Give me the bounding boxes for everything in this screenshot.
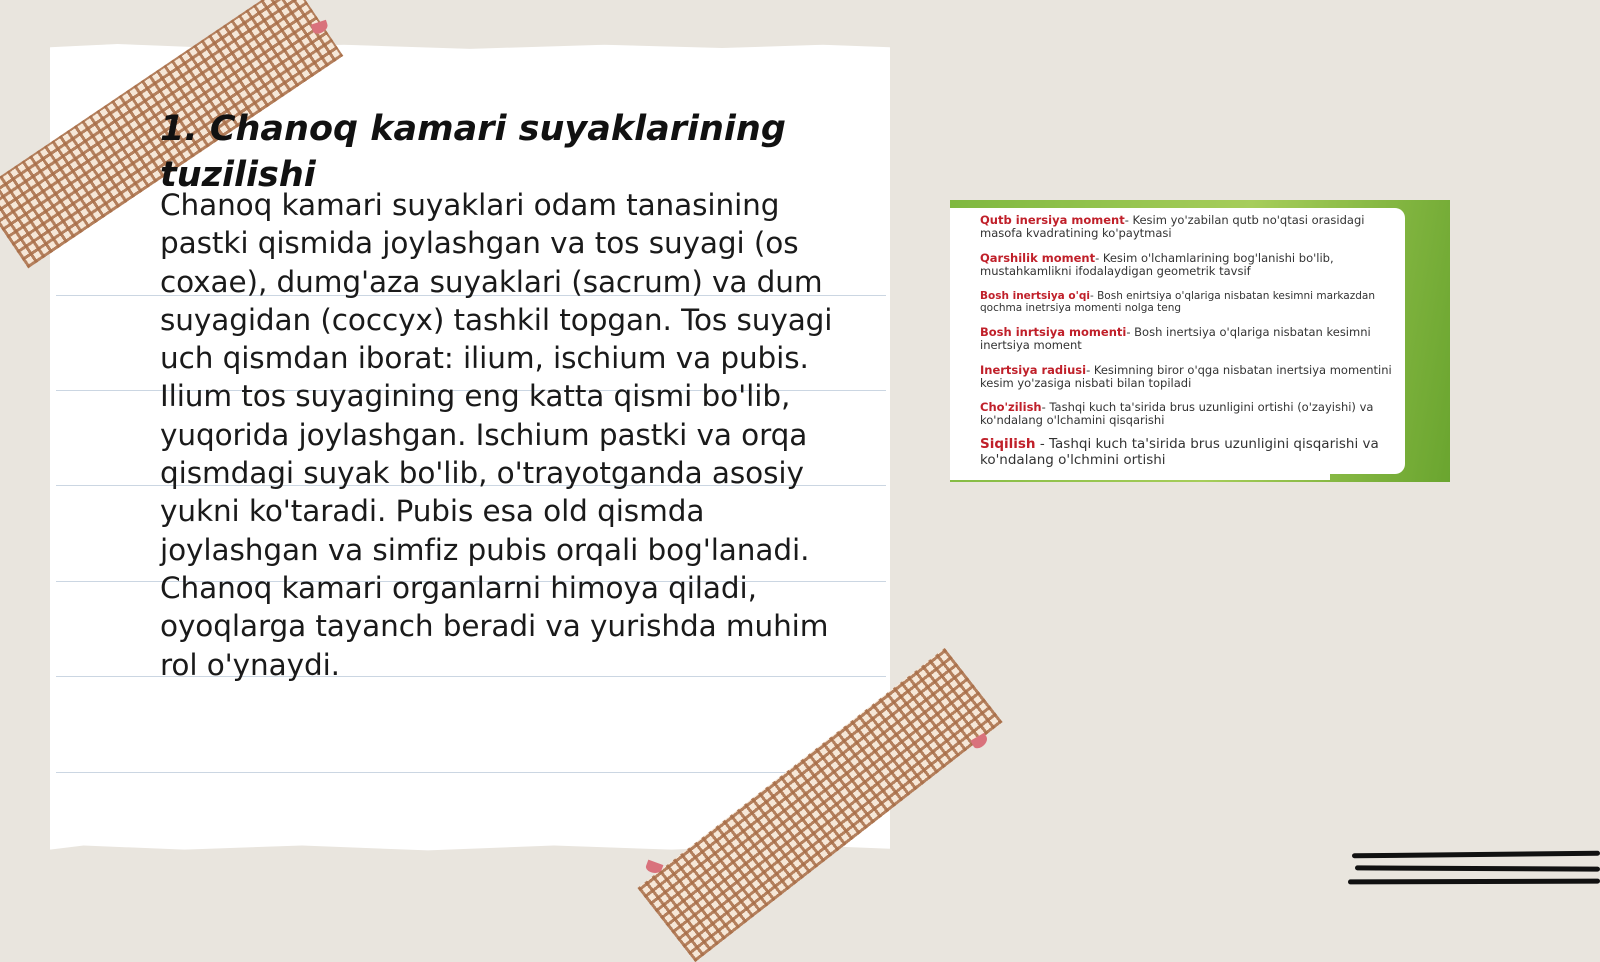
definition-item [980, 401, 1405, 427]
brush-stroke [1352, 851, 1600, 859]
definition-term: Cho'zilish [980, 400, 1042, 414]
definitions-panel [950, 208, 1405, 474]
brush-stroke [1348, 879, 1600, 885]
definition-desc: - Kesim yo'zabilan qutb no'qtasi orasidagi masofa kvadratining ko'paytmasi [980, 213, 1365, 240]
definition-term: Qutb inersiya moment [980, 213, 1125, 227]
definition-item [980, 436, 1405, 468]
definition-desc: - Kesimning biror o'qga nisbatan inertsiya momentini kesim yo'zasiga nisbati bilan topiladi [980, 363, 1392, 390]
definition-term: Qarshilik moment [980, 251, 1096, 265]
brush-stroke [1355, 865, 1600, 871]
definitions-image-card [950, 200, 1450, 482]
definition-desc: - Bosh enirtsiya o'qlariga nisbatan kesimni markazdan qochma inetrsiya momenti nolga teng [980, 290, 1375, 314]
definition-term: Bosh inrtsiya momenti [980, 325, 1127, 339]
definition-item [980, 214, 1405, 240]
slide-title: 1. Chanoq kamari suyaklarining tuzilishi [160, 109, 786, 195]
definition-item [980, 326, 1405, 352]
definition-desc: - Bosh inertsiya o'qlariga nisbatan kesimni inertsiya moment [980, 325, 1371, 352]
definition-term: Inertsiya radiusi [980, 363, 1087, 377]
definition-term: Bosh inertsiya o'qi [980, 290, 1090, 302]
definition-item [980, 290, 1405, 314]
definition-item [980, 364, 1405, 390]
definition-desc: - Tashqi kuch ta'sirida brus uzunligini ortishi (o'zayishi) va ko'ndalang o'lchamini qisqarishi [980, 400, 1374, 427]
definition-desc: - Kesim o'lchamlarining bog'lanishi bo'lib, mustahkamlikni ifodalaydigan geometrik tavsif [980, 251, 1334, 278]
slide-body-text: Chanoq kamari suyaklari odam tanasining pastki qismida joylashgan va tos suyagi (os coxae), dumg'aza suyaklari (sacrum) va dum suyagidan (coccyx) tashkil topgan. Tos suyagi uch qismdan iborat: ilium, ischium va pubis. Ilium tos suyagining eng katta qismi bo'lib, yuqorida joylashgan. Ischium pastki va orqa qismdagi suyak bo'lib, o'trayotganda asosiy yukni ko'taradi. Pubis esa old qismda joylashgan va simfiz pubis orqali bog'lanadi. Chanoq kamari organlarni himoya qiladi, oyoqlarga tayanch beradi va yurishda muhim rol o'ynaydi. [160, 188, 833, 682]
definition-item [980, 252, 1405, 278]
paper-line [56, 772, 886, 773]
definition-term: Siqilish [980, 436, 1036, 452]
definition-desc: - Tashqi kuch ta'sirida brus uzunligini qisqarishi va ko'ndalang o'lchmini ortishi [980, 436, 1379, 468]
